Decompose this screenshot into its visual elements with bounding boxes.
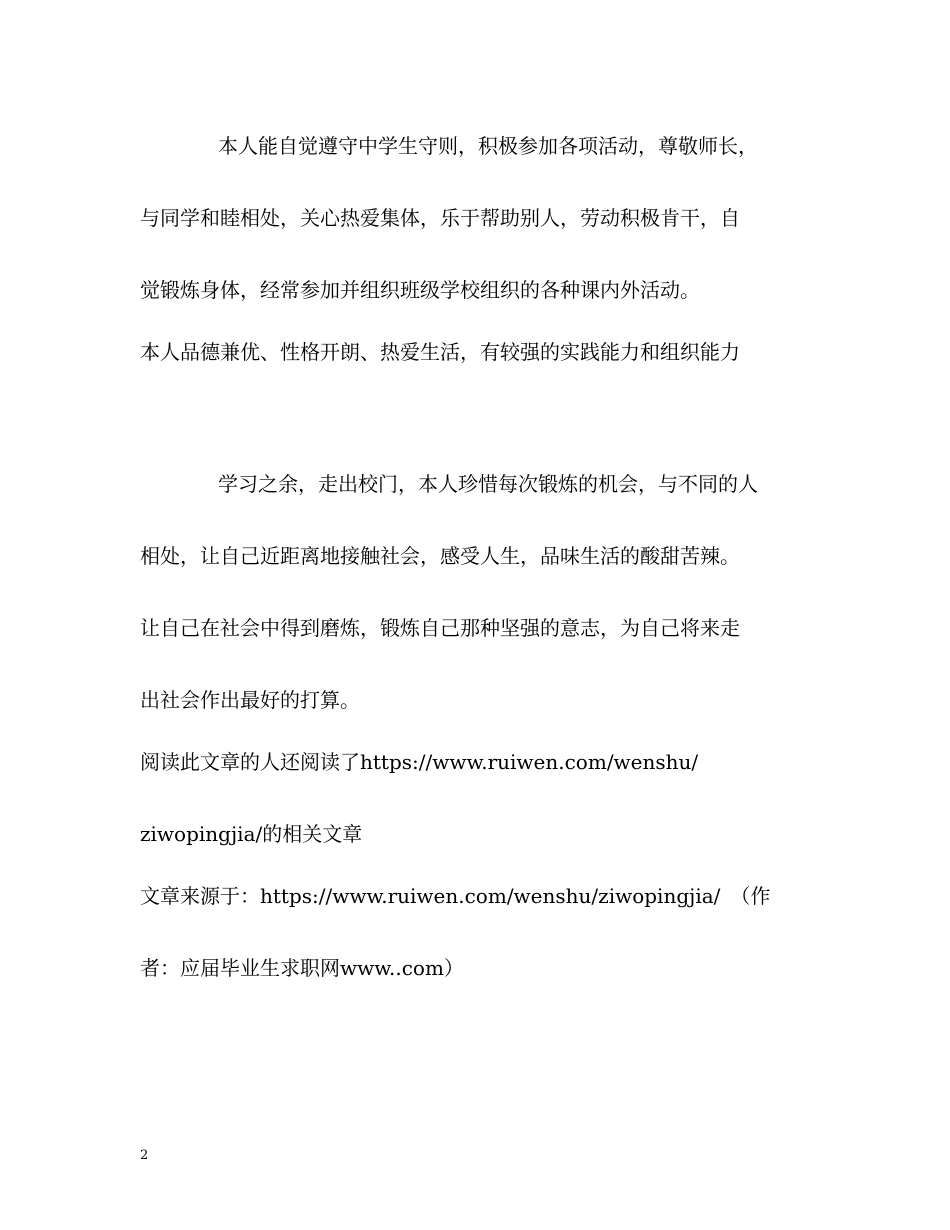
related-articles-line-1: 阅读此文章的人还阅读了https://www.ruiwen.com/wenshu/ [140,750,699,774]
paragraph-1-line-1: 本人能自觉遵守中学生守则，积极参加各项活动，尊敬师长， [218,134,758,158]
paragraph-3-line-4: 出社会作出最好的打算。 [140,688,360,712]
paragraph-3-line-3: 让自己在社会中得到磨炼，锻炼自己那种坚强的意志，为自己将来走 [140,616,740,640]
paragraph-3-line-1: 学习之余，走出校门，本人珍惜每次锻炼的机会，与不同的人 [218,472,758,496]
source-line-1: 文章来源于：https://www.ruiwen.com/wenshu/ziwopingjia/ （作 [140,884,771,908]
paragraph-1-line-2: 与同学和睦相处，关心热爱集体，乐于帮助别人，劳动积极肯干，自 [140,206,740,230]
paragraph-2-line-1: 本人品德兼优、性格开朗、热爱生活，有较强的实践能力和组织能力 [140,340,740,364]
related-articles-line-2: ziwopingjia/的相关文章 [140,822,363,846]
paragraph-3-line-2: 相处，让自己近距离地接触社会，感受人生，品味生活的酸甜苦辣。 [140,544,740,568]
page-number: 2 [140,1148,149,1163]
paragraph-1-line-3: 觉锻炼身体，经常参加并组织班级学校组织的各种课内外活动。 [140,278,700,302]
source-line-2: 者：应届毕业生求职网www..com） [140,956,464,980]
